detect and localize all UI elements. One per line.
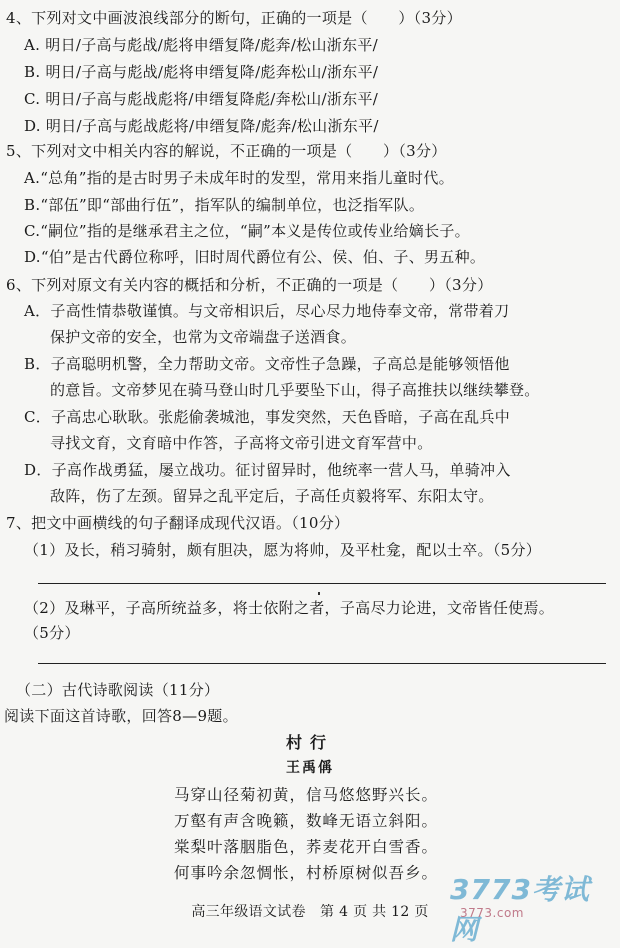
poem-line-4: 何事吟余忽惆怅，村桥原树似吾乡。 bbox=[174, 864, 439, 882]
section-instruction: 阅读下面这首诗歌，回答8—9题。 bbox=[4, 707, 238, 725]
q5-stem: 5、下列对文中相关内容的解说，不正确的一项是（ ）（3分） bbox=[6, 142, 447, 160]
q5-option-a: A.“总角”指的是古时男子未成年时的发型，常用来指儿童时代。 bbox=[24, 169, 454, 187]
q4-option-a: A. 明日/子高与彪战/彪将申缙复降/彪奔/松山浙东平/ bbox=[24, 36, 379, 54]
poem-author: 王禹偁 bbox=[286, 760, 334, 776]
q4-option-d: D. 明日/子高与彪战彪将/申缙复降/彪奔/松山浙东平/ bbox=[24, 117, 379, 135]
watermark-url: 3773.com bbox=[460, 906, 524, 920]
q6-option-b-line1: B．子高聪明机警，全力帮助文帝。文帝性子急躁，子高总是能够领悟他 bbox=[24, 355, 510, 373]
q7-answer-line-1 bbox=[38, 583, 606, 584]
watermark-logo-text: 3773考试网 bbox=[450, 873, 590, 946]
q7-sentence-2: （2）及琳平，子高所统益多，将士依附之者，子高尽力论进，文帝皆任使焉。 bbox=[24, 599, 555, 617]
ink-dot bbox=[318, 592, 320, 595]
q7-sentence-2-score: （5分） bbox=[24, 624, 80, 642]
q6-option-c-line2: 寻找文育，文育暗中作答，子高将文帝引进文育军营中。 bbox=[50, 434, 433, 452]
poem-line-3: 棠梨叶落胭脂色，荞麦花开白雪香。 bbox=[174, 838, 439, 856]
poem-line-1: 马穿山径菊初黄，信马悠悠野兴长。 bbox=[174, 786, 439, 804]
site-watermark bbox=[450, 868, 610, 946]
q6-option-d-line2: 敌阵，伤了左颈。留异之乱平定后，子高任贞毅将军、东阳太守。 bbox=[50, 487, 494, 505]
q5-option-b: B.“部伍”即“部曲行伍”，指军队的编制单位，也泛指军队。 bbox=[24, 196, 425, 214]
q6-option-b-line2: 的意旨。文帝梦见在骑马登山时几乎要坠下山，得子高推扶以继续攀登。 bbox=[50, 381, 540, 399]
q5-option-c: C.“嗣位”指的是继承君主之位，“嗣”本义是传位或传业给嫡长子。 bbox=[24, 222, 470, 240]
poem-line-2: 万壑有声含晚籁，数峰无语立斜阳。 bbox=[174, 812, 439, 830]
poem-title: 村行 bbox=[285, 733, 334, 752]
q6-option-c-line1: C．子高忠心耿耿。张彪偷袭城池，事发突然，天色昏暗，子高在乱兵中 bbox=[24, 408, 511, 426]
q6-option-a-line2: 保护文帝的安全，也常为文帝端盘子送酒食。 bbox=[50, 328, 357, 346]
q4-stem: 4、下列对文中画波浪线部分的断句，正确的一项是（ ）（3分） bbox=[6, 9, 462, 27]
q4-option-c: C. 明日/子高与彪战彪将/申缙复降彪/奔松山/浙东平/ bbox=[24, 90, 379, 108]
q7-answer-line-2 bbox=[38, 663, 606, 664]
page-footer: 高三年级语文试卷 第 4 页 共 12 页 bbox=[191, 904, 429, 920]
q7-stem: 7、把文中画横线的句子翻译成现代汉语。（10分） bbox=[6, 514, 350, 532]
q6-option-d-line1: D．子高作战勇猛，屡立战功。征讨留异时，他统率一营人马，单骑冲入 bbox=[24, 461, 511, 479]
q5-option-d: D.“伯”是古代爵位称呼，旧时周代爵位有公、侯、伯、子、男五种。 bbox=[24, 248, 486, 266]
q7-sentence-1: （1）及长，稍习骑射，颇有胆决，愿为将帅，及平杜龛，配以士卒。（5分） bbox=[24, 541, 542, 559]
section-heading: （二）古代诗歌阅读（11分） bbox=[16, 681, 220, 699]
q4-option-b: B. 明日/子高与彪战/彪将申缙复降/彪奔松山/浙东平/ bbox=[24, 63, 379, 81]
q6-option-a-line1: A．子高性情恭敬谨慎。与文帝相识后，尽心尽力地侍奉文帝，常带着刀 bbox=[24, 302, 510, 320]
q6-stem: 6、下列对原文有关内容的概括和分析，不正确的一项是（ ）（3分） bbox=[6, 276, 493, 294]
